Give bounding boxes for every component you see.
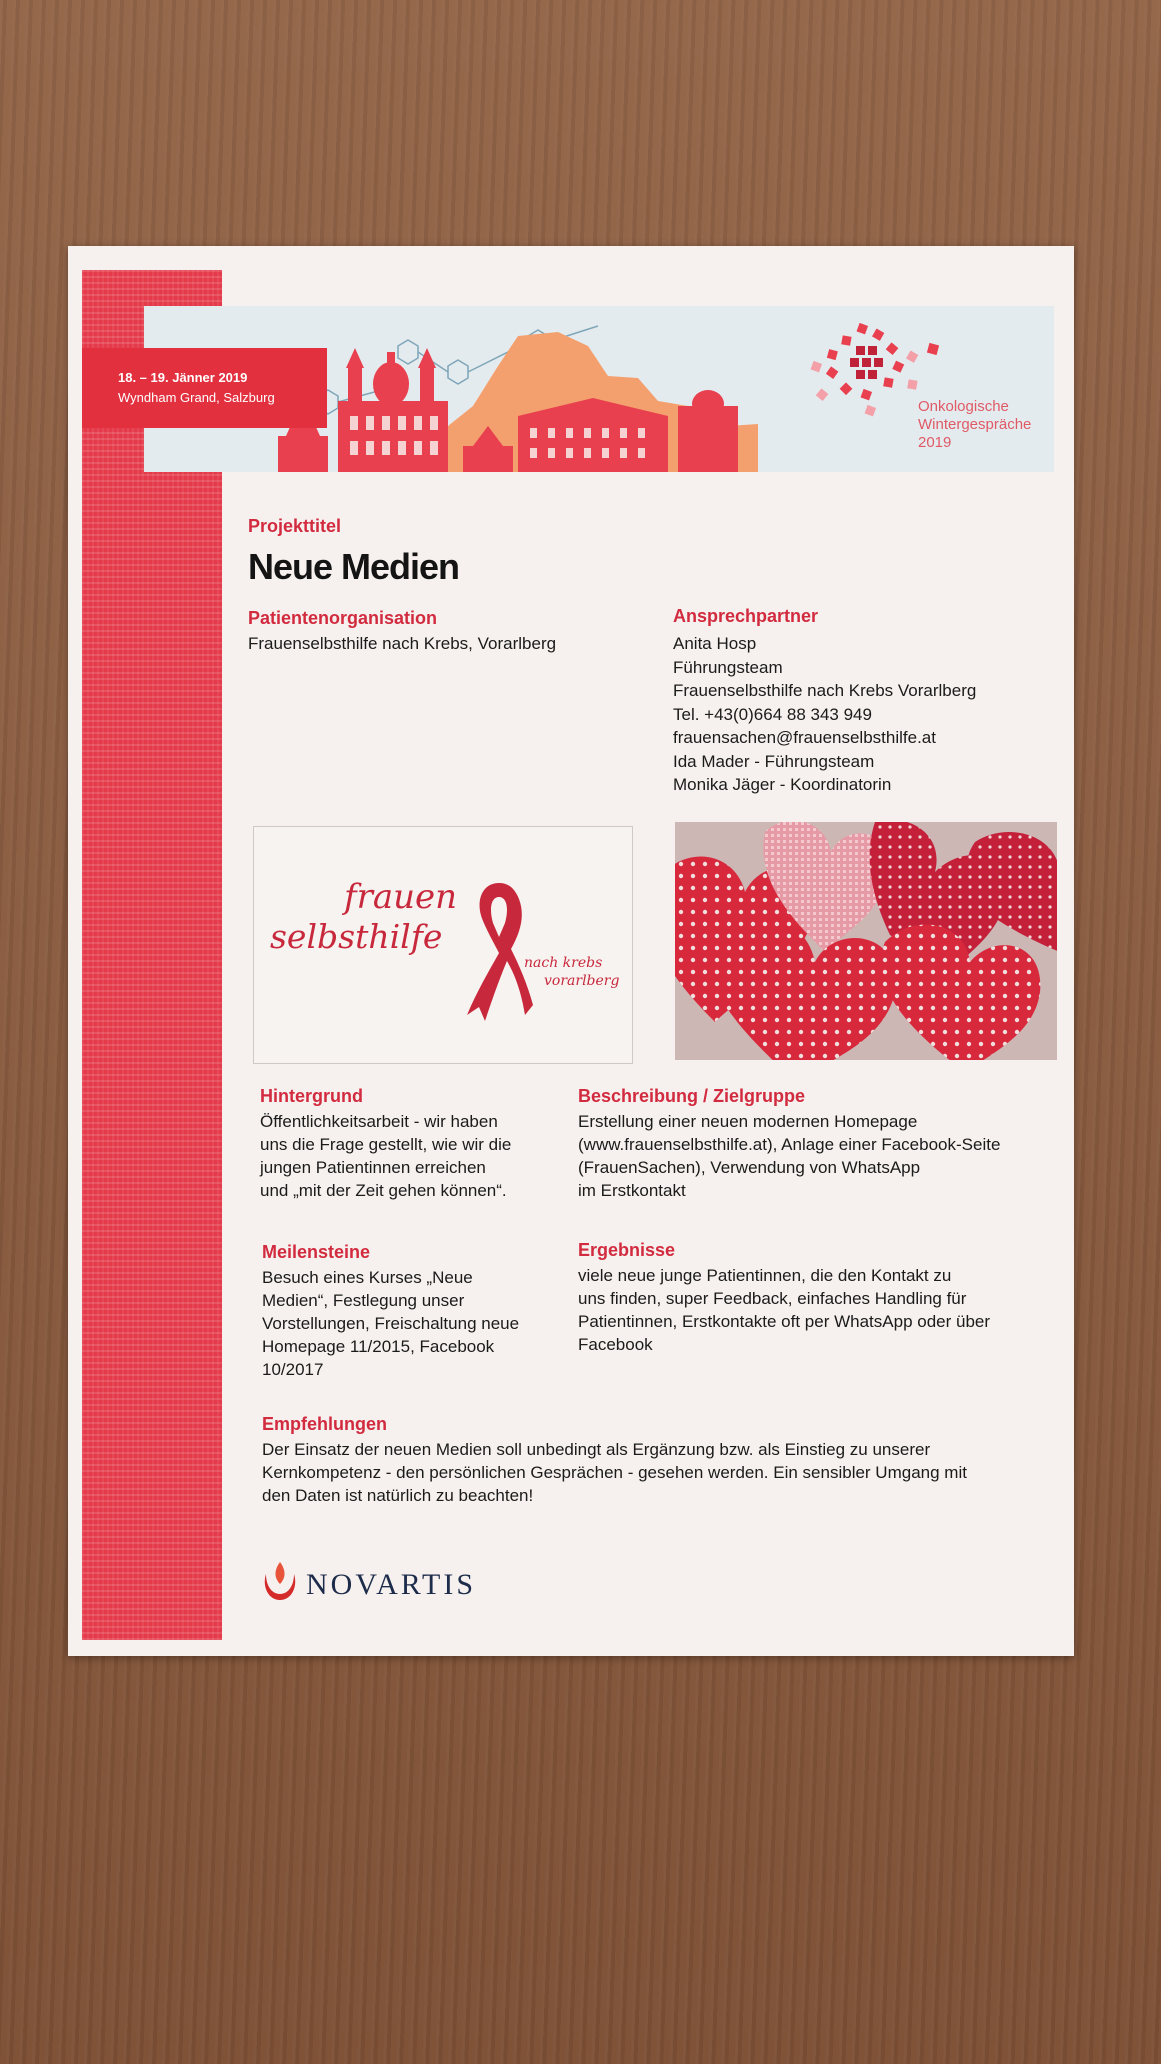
ergebnisse-text <box>578 1264 990 1356</box>
text-line: Medien“, Festlegung unser <box>262 1291 465 1310</box>
empfehlungen-label: Empfehlungen <box>262 1414 387 1434</box>
text-line: Patientinnen, Erstkontakte oft per WhatsApp oder über <box>578 1312 991 1331</box>
poster <box>68 246 1074 1656</box>
text-line: und „mit der Zeit gehen können“. <box>260 1181 507 1200</box>
text-line: Homepage 11/2015, Facebook <box>262 1337 495 1356</box>
text-line: (FrauenSachen), Verwendung von WhatsApp <box>578 1158 921 1177</box>
contact-line: Frauenselbsthilfe nach Krebs Vorarlberg <box>673 681 977 700</box>
text-line: jungen Patientinnen erreichen <box>260 1158 486 1177</box>
logo-text-nach-krebs: nach krebs <box>524 955 603 971</box>
logo-text-vorarlberg: vorarlberg <box>544 973 620 989</box>
contact-label: Ansprechpartner <box>673 606 819 626</box>
event-venue: Wyndham Grand, Salzburg <box>118 390 275 405</box>
conference-name: Onkologische Wintergespräche 2019 <box>918 398 1032 451</box>
text-line: viele neue junge Patientinnen, die den Kontakt zu <box>578 1266 952 1285</box>
text-line: Besuch eines Kurses „Neue <box>262 1268 473 1287</box>
novartis-flame-icon <box>260 1560 300 1604</box>
contact-line: Ida Mader - Führungsteam <box>673 751 875 771</box>
red-side-stripe <box>82 270 222 1640</box>
organisation-name: Frauenselbsthilfe nach Krebs, Vorarlberg <box>248 634 557 653</box>
project-title-label: Projekttitel <box>248 516 342 536</box>
contact-list <box>673 632 976 797</box>
organisation-logo <box>253 826 633 1064</box>
text-line: uns die Frage gestellt, wie wir die <box>260 1135 512 1154</box>
beschreibung-label: Beschreibung / Zielgruppe <box>578 1086 806 1106</box>
hintergrund-label: Hintergrund <box>260 1086 363 1106</box>
pink-ribbon-icon <box>459 875 539 1025</box>
salzburg-skyline-graphic <box>258 306 758 472</box>
event-date: 18. – 19. Jänner 2019 <box>118 370 248 385</box>
text-line: im Erstkontakt <box>578 1181 686 1200</box>
contact-email[interactable]: frauensachen@frauenselbsthilfe.at <box>673 728 936 747</box>
logo-word-frauen: frauen <box>344 877 458 917</box>
contact-line: Führungsteam <box>673 657 783 677</box>
meilensteine-text <box>262 1266 519 1381</box>
text-line: uns finden, super Feedback, einfaches Handling für <box>578 1289 967 1308</box>
contact-line: Anita Hosp <box>673 634 757 653</box>
text-line: Öffentlichkeitsarbeit - wir haben <box>260 1112 498 1131</box>
hearts-photo <box>675 822 1057 1060</box>
contact-line: Monika Jäger - Koordinatorin <box>673 775 892 794</box>
project-title: Neue Medien <box>248 546 460 587</box>
sponsor-logo-text: NOVARTIS <box>306 1568 477 1601</box>
text-line: Kernkompetenz - den persönlichen Gesprächen - gesehen werden. Ein sensibler Umgang mit <box>262 1463 967 1482</box>
text-line: Der Einsatz der neuen Medien soll unbedingt als Ergänzung bzw. als Einstieg zu unserer <box>262 1440 931 1459</box>
text-line: den Daten ist natürlich zu beachten! <box>262 1486 534 1505</box>
text-line: Vorstellungen, Freischaltung neue <box>262 1314 520 1333</box>
text-line: 10/2017 <box>262 1360 324 1379</box>
contact-line: Tel. +43(0)664 88 343 949 <box>673 704 872 724</box>
empfehlungen-text <box>262 1438 967 1507</box>
logo-word-selbsthilfe: selbsthilfe <box>270 917 443 956</box>
hintergrund-text <box>260 1110 511 1202</box>
text-line: Facebook <box>578 1335 653 1354</box>
event-date-box <box>82 348 327 428</box>
text-line: (www.frauenselbsthilfe.at), Anlage einer Facebook-Seite <box>578 1135 1001 1154</box>
beschreibung-text <box>578 1110 1000 1202</box>
meilensteine-label: Meilensteine <box>262 1242 371 1262</box>
text-line: Erstellung einer neuen modernen Homepage <box>578 1112 918 1131</box>
organisation-label: Patientenorganisation <box>248 608 438 628</box>
ergebnisse-label: Ergebnisse <box>578 1240 676 1260</box>
